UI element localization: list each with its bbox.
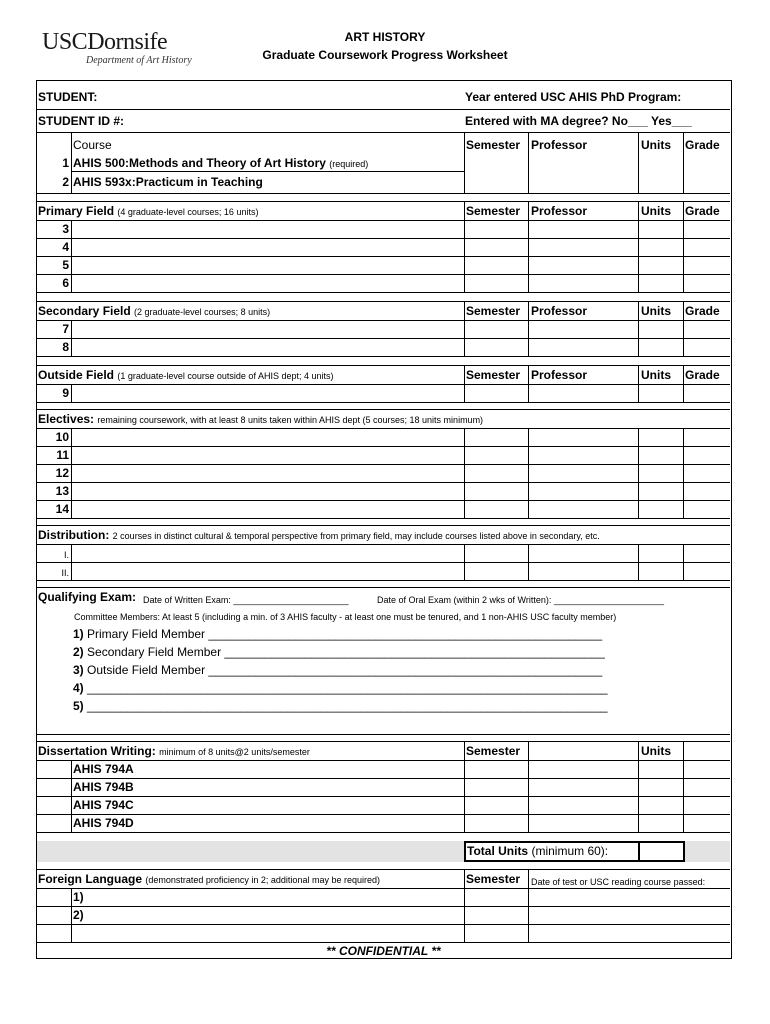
column-divider xyxy=(528,869,529,942)
section-title: Primary Field xyxy=(38,204,115,218)
logo-department: Department of Art History xyxy=(86,55,192,66)
column-divider xyxy=(528,544,529,580)
committee-member-2[interactable] xyxy=(73,645,605,659)
column-divider xyxy=(638,301,639,356)
column-divider xyxy=(71,544,72,580)
column-divider xyxy=(464,428,465,518)
column-divider xyxy=(638,365,639,402)
divider xyxy=(37,942,730,943)
committee-member-1[interactable] xyxy=(73,627,602,641)
divider xyxy=(37,500,730,501)
row-number: 4 xyxy=(62,240,69,254)
dissertation-course: AHIS 794C xyxy=(73,798,134,812)
column-divider xyxy=(683,133,684,193)
divider xyxy=(37,464,730,465)
logo-wordmark: USCDornsife xyxy=(42,29,168,55)
column-divider xyxy=(71,384,72,402)
column-divider xyxy=(683,365,684,402)
secondary-field-label xyxy=(38,304,270,319)
section-note: remaining coursework, with at least 8 units taken within AHIS dept (5 courses; 18 units minimum) xyxy=(97,415,484,425)
written-exam-date[interactable]: Date of Written Exam: _______________________ xyxy=(143,595,349,605)
divider xyxy=(37,888,730,889)
ma-degree-label: Entered with MA degree? No___ Yes___ xyxy=(465,114,692,128)
divider xyxy=(37,428,730,429)
distribution-label xyxy=(38,528,600,543)
divider xyxy=(37,384,730,385)
divider xyxy=(37,301,730,302)
divider xyxy=(37,220,730,221)
language-row-number: 1) xyxy=(73,890,84,904)
section-note: (demonstrated proficiency in 2; additional may be required) xyxy=(145,875,380,885)
divider xyxy=(37,482,730,483)
row-number: 12 xyxy=(55,466,69,480)
semester-header: Semester xyxy=(466,368,521,382)
units-header: Units xyxy=(641,138,671,152)
semester-header: Semester xyxy=(466,138,521,152)
row-number: 3 xyxy=(62,222,69,236)
column-divider xyxy=(71,220,72,292)
divider xyxy=(37,193,730,194)
divider xyxy=(37,320,730,321)
column-divider xyxy=(528,133,529,193)
column-divider xyxy=(71,428,72,518)
member-number: 5) xyxy=(73,699,84,713)
member-line: Primary Field Member ___________________________________________________________ xyxy=(87,627,603,641)
divider xyxy=(37,109,730,110)
divider xyxy=(37,274,730,275)
dissertation-course: AHIS 794A xyxy=(73,762,134,776)
row-number: 8 xyxy=(62,340,69,354)
professor-header: Professor xyxy=(531,204,588,218)
column-divider xyxy=(464,201,465,292)
divider xyxy=(37,814,730,815)
divider xyxy=(37,132,730,133)
column-divider xyxy=(683,741,684,832)
divider xyxy=(37,580,730,581)
column-divider xyxy=(528,428,529,518)
divider xyxy=(37,446,730,447)
course-title: AHIS 593x:Practicum in Teaching xyxy=(73,175,263,189)
member-number: 1) xyxy=(73,627,84,641)
document-subtitle: Graduate Coursework Progress Worksheet xyxy=(262,48,508,62)
row-number: 6 xyxy=(62,276,69,290)
course-note: (required) xyxy=(329,159,369,169)
column-divider xyxy=(464,544,465,580)
divider xyxy=(37,760,730,761)
grade-header: Grade xyxy=(685,368,720,382)
member-line: Outside Field Member ___________________________________________________________ xyxy=(87,663,603,677)
semester-header: Semester xyxy=(466,204,521,218)
member-line: ______________________________________________________________________________ xyxy=(87,681,608,695)
semester-header: Semester xyxy=(466,872,521,886)
row-number: II. xyxy=(61,568,69,578)
total-units-title: Total Units xyxy=(467,844,529,858)
row-number: 7 xyxy=(62,322,69,336)
course-title: AHIS 500:Methods and Theory of Art History xyxy=(73,156,326,170)
column-divider xyxy=(464,133,465,193)
electives-label xyxy=(38,412,483,427)
divider xyxy=(37,562,730,563)
column-divider xyxy=(71,133,72,193)
member-number: 3) xyxy=(73,663,84,677)
divider xyxy=(37,238,730,239)
column-divider xyxy=(528,741,529,832)
total-units-label xyxy=(467,844,608,858)
language-row-number: 2) xyxy=(73,908,84,922)
test-date-label: Date of test or USC reading course passed: xyxy=(531,877,706,887)
column-divider xyxy=(638,201,639,292)
student-label: STUDENT: xyxy=(38,90,98,104)
row-number: I. xyxy=(63,550,69,560)
total-units-note: (minimum 60): xyxy=(531,844,609,858)
row-number: 5 xyxy=(62,258,69,272)
committee-member-3[interactable] xyxy=(73,663,602,677)
divider xyxy=(37,796,730,797)
section-title: Electives: xyxy=(38,412,95,426)
divider xyxy=(37,741,730,742)
column-divider xyxy=(528,201,529,292)
divider xyxy=(37,409,730,410)
section-note: (1 graduate-level course outside of AHIS dept; 4 units) xyxy=(117,371,334,381)
course-name xyxy=(73,156,368,171)
column-divider xyxy=(638,133,639,193)
row-number: 13 xyxy=(55,484,69,498)
column-divider xyxy=(638,428,639,518)
row-number: 11 xyxy=(56,448,69,462)
divider xyxy=(37,256,730,257)
section-title: Distribution: xyxy=(38,528,110,542)
column-divider xyxy=(71,320,72,356)
column-divider xyxy=(464,869,465,942)
divider xyxy=(37,869,730,870)
row-number: 2 xyxy=(62,175,69,189)
divider xyxy=(37,201,730,202)
column-divider xyxy=(638,741,639,832)
worksheet-form xyxy=(36,80,732,959)
column-divider xyxy=(683,301,684,356)
member-number: 2) xyxy=(73,645,84,659)
qualifying-exam-label: Qualifying Exam: xyxy=(38,590,137,604)
column-divider xyxy=(528,365,529,402)
divider xyxy=(37,734,730,735)
divider xyxy=(37,778,730,779)
divider xyxy=(37,356,730,357)
divider xyxy=(37,906,730,907)
units-header: Units xyxy=(641,368,671,382)
column-divider xyxy=(464,741,465,832)
grade-header: Grade xyxy=(685,204,720,218)
section-title: Outside Field xyxy=(38,368,115,382)
committee-member-5[interactable] xyxy=(73,699,608,713)
column-divider xyxy=(464,301,465,356)
primary-field-label xyxy=(38,204,258,219)
column-divider xyxy=(71,760,72,832)
dissertation-course: AHIS 794D xyxy=(73,816,134,830)
section-note: 2 courses in distinct cultural & temporal perspective from primary field, may include courses listed above in secondary, etc. xyxy=(112,531,600,541)
member-line: Secondary Field Member _________________________________________________________ xyxy=(87,645,605,659)
student-id-label: STUDENT ID #: xyxy=(38,114,125,128)
dissertation-label xyxy=(38,744,310,759)
professor-header: Professor xyxy=(531,368,588,382)
row-number: 1 xyxy=(62,156,69,170)
column-divider xyxy=(683,201,684,292)
units-header: Units xyxy=(641,204,671,218)
professor-header: Professor xyxy=(531,138,588,152)
units-header: Units xyxy=(641,744,671,758)
column-divider xyxy=(683,544,684,580)
grade-header: Grade xyxy=(685,138,720,152)
divider xyxy=(37,924,730,925)
row-number: 14 xyxy=(55,502,69,516)
dissertation-course: AHIS 794B xyxy=(73,780,134,794)
committee-members-note: Committee Members: At least 5 (including a min. of 3 AHIS faculty - at least one must be tenured, and 1 non-AHIS USC faculty member) xyxy=(74,612,617,622)
semester-header: Semester xyxy=(466,304,521,318)
confidential-footer: ** CONFIDENTIAL ** xyxy=(326,944,441,958)
divider xyxy=(37,402,730,403)
divider xyxy=(37,365,730,366)
divider xyxy=(638,842,640,861)
column-divider xyxy=(71,888,72,942)
divider xyxy=(37,518,730,519)
professor-header: Professor xyxy=(531,304,588,318)
divider xyxy=(37,544,730,545)
member-number: 4) xyxy=(73,681,84,695)
column-divider xyxy=(683,428,684,518)
section-title: Secondary Field xyxy=(38,304,131,318)
section-note: (2 graduate-level courses; 8 units) xyxy=(134,307,271,317)
divider xyxy=(37,587,730,588)
semester-header: Semester xyxy=(466,744,521,758)
section-title: Foreign Language xyxy=(38,872,143,886)
foreign-language-label xyxy=(38,872,380,887)
column-divider xyxy=(638,544,639,580)
column-divider xyxy=(464,365,465,402)
grade-header: Grade xyxy=(685,304,720,318)
section-note: (4 graduate-level courses; 16 units) xyxy=(117,207,259,217)
units-header: Units xyxy=(641,304,671,318)
outside-field-label xyxy=(38,368,333,383)
committee-member-4[interactable] xyxy=(73,681,608,695)
column-divider xyxy=(528,301,529,356)
document-title-block xyxy=(0,28,770,64)
divider xyxy=(37,292,730,293)
oral-exam-date[interactable]: Date of Oral Exam (within 2 wks of Written): ______________________ xyxy=(377,595,665,605)
divider xyxy=(37,525,730,526)
row-number: 9 xyxy=(62,386,69,400)
row-number: 10 xyxy=(55,430,69,444)
year-entered-label: Year entered USC AHIS PhD Program: xyxy=(465,90,682,104)
divider xyxy=(37,338,730,339)
member-line: ______________________________________________________________________________ xyxy=(87,699,608,713)
section-title: Dissertation Writing: xyxy=(38,744,156,758)
divider xyxy=(37,832,730,833)
section-note: minimum of 8 units@2 units/semester xyxy=(159,747,310,757)
course-header: Course xyxy=(73,138,112,152)
document-title: ART HISTORY xyxy=(344,30,426,44)
divider xyxy=(71,171,464,172)
